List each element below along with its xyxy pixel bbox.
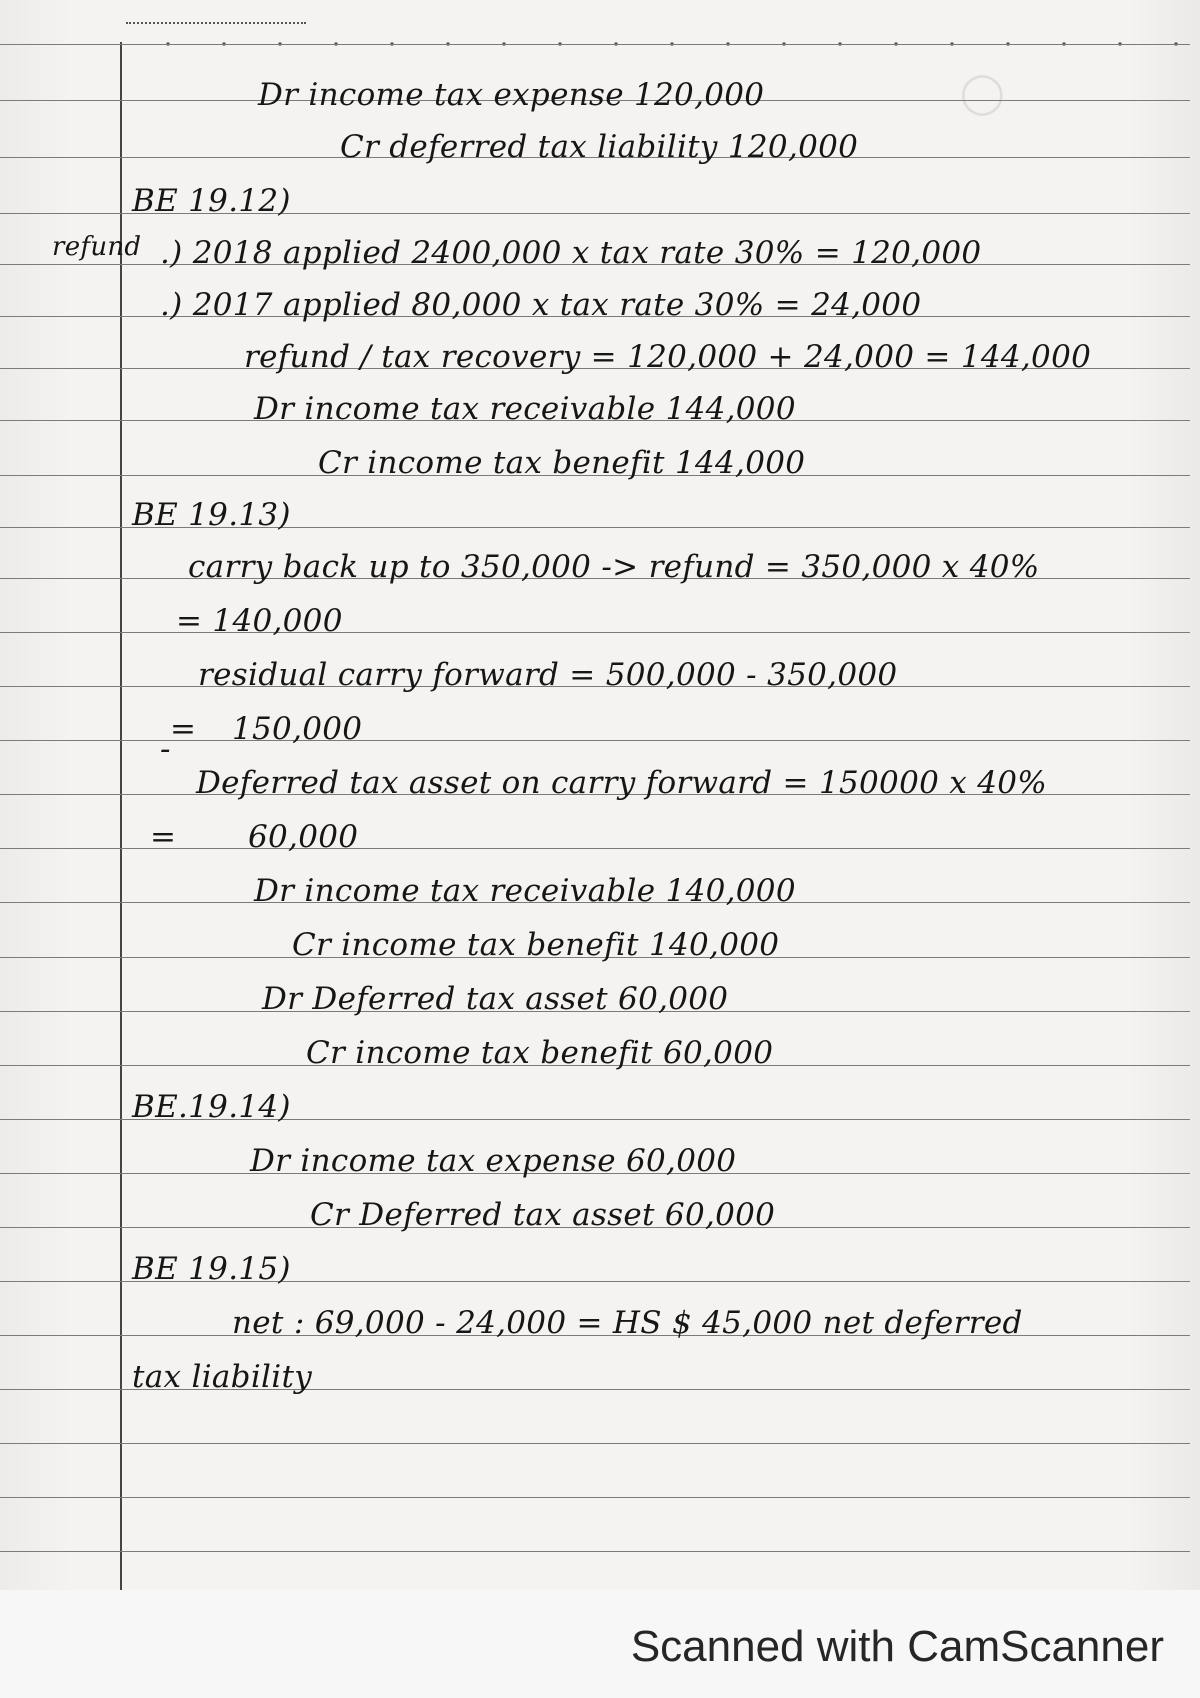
journal-line: refund / tax recovery = 120,000 + 24,000 = 144,000: [244, 339, 1092, 375]
ruled-line: [0, 1551, 1190, 1552]
equals-mark: =: [170, 711, 197, 747]
section-heading: BE 19.13): [132, 497, 291, 533]
journal-line: net : 69,000 - 24,000 = HS $ 45,000 net deferred: [232, 1305, 1023, 1341]
journal-line: Cr income tax benefit 140,000: [292, 927, 780, 963]
ruled-line: [0, 1443, 1190, 1444]
journal-line: .) 2018 applied 2400,000 x tax rate 30% = 120,000: [160, 235, 982, 271]
journal-line: Cr Deferred tax asset 60,000: [310, 1197, 776, 1233]
journal-line: .) 2017 applied 80,000 x tax rate 30% = 24,000: [160, 287, 922, 323]
dash-mark: -: [160, 731, 171, 767]
margin-note: refund: [52, 232, 142, 262]
journal-line: residual carry forward = 500,000 - 350,000: [198, 657, 898, 693]
journal-line: Cr income tax benefit 60,000: [306, 1035, 774, 1071]
ruled-line: [0, 44, 1190, 45]
ruled-line: [0, 848, 1190, 849]
journal-line: Cr income tax benefit 144,000: [318, 445, 806, 481]
journal-line: 150,000: [232, 711, 363, 747]
journal-line: Cr deferred tax liability 120,000: [340, 129, 859, 165]
ruled-line: [0, 1497, 1190, 1498]
journal-line: Deferred tax asset on carry forward = 150000 x 40%: [196, 765, 1048, 801]
journal-line: Dr income tax receivable 140,000: [254, 873, 796, 909]
bleed-through-mark: ◯: [960, 70, 1005, 116]
equals-mark: =: [150, 819, 177, 855]
section-heading: BE 19.12): [132, 183, 291, 219]
top-dotted-line: [126, 22, 306, 24]
journal-line: Dr income tax receivable 144,000: [254, 391, 796, 427]
journal-line: carry back up to 350,000 -> refund = 350,000 x 40%: [188, 549, 1040, 585]
margin-line: [120, 42, 122, 1592]
journal-line: Dr income tax expense 120,000: [258, 77, 765, 113]
journal-line: tax liability: [132, 1359, 313, 1395]
footer-bar: [0, 1590, 1200, 1698]
journal-line: Dr income tax expense 60,000: [250, 1143, 737, 1179]
journal-line: = 140,000: [176, 603, 343, 639]
journal-line: Dr Deferred tax asset 60,000: [262, 981, 729, 1017]
journal-line: 60,000: [248, 819, 359, 855]
section-heading: BE.19.14): [132, 1089, 291, 1125]
scanner-watermark: Scanned with CamScanner: [630, 1622, 1164, 1671]
section-heading: BE 19.15): [132, 1251, 291, 1287]
